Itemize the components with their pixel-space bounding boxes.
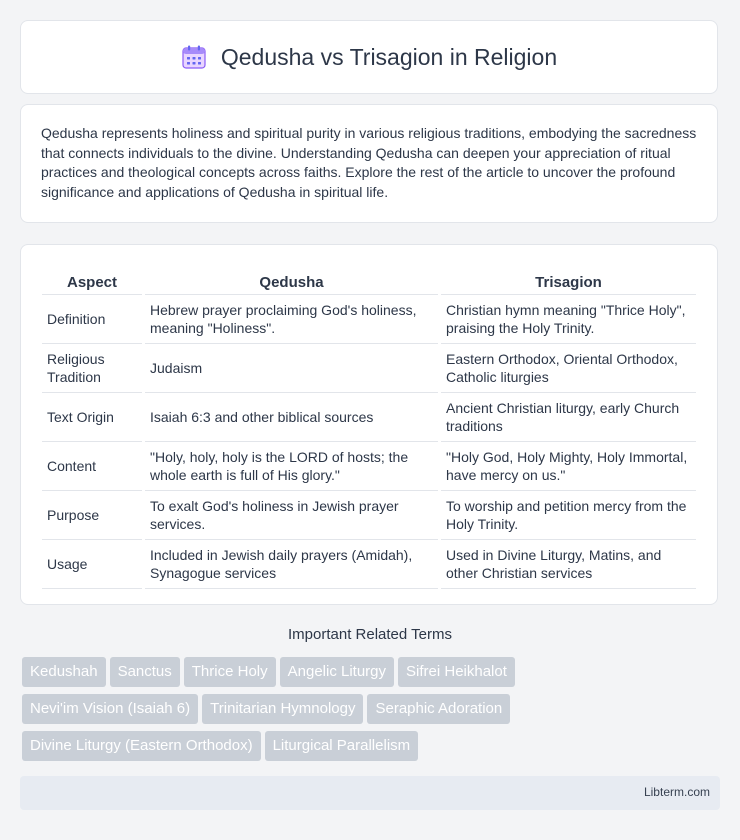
table-cell-aspect: Text Origin [42, 393, 142, 442]
comparison-table [39, 265, 699, 589]
table-row [42, 442, 696, 491]
comparison-table-card [20, 244, 718, 605]
footer [20, 776, 720, 810]
related-term-tag[interactable]: Trinitarian Hymnology [202, 694, 363, 724]
related-term-tag[interactable]: Sifrei Heikhalot [398, 657, 515, 687]
table-cell-aspect: Usage [42, 540, 142, 589]
related-terms-list [22, 657, 722, 768]
related-term-tag[interactable]: Nevi'im Vision (Isaiah 6) [22, 694, 198, 724]
related-term-tag[interactable]: Thrice Holy [184, 657, 276, 687]
related-term-tag[interactable]: Divine Liturgy (Eastern Orthodox) [22, 731, 261, 761]
table-row [42, 393, 696, 442]
intro-card [20, 104, 718, 223]
table-cell-qedusha: To exalt God's holiness in Jewish prayer services. [145, 491, 438, 540]
table-cell-aspect: Content [42, 442, 142, 491]
table-row [42, 344, 696, 393]
calendar-icon [181, 44, 207, 70]
table-cell-qedusha: Included in Jewish daily prayers (Amidah), Synagogue services [145, 540, 438, 589]
table-cell-trisagion: Eastern Orthodox, Oriental Orthodox, Catholic liturgies [441, 344, 696, 393]
page-title: Qedusha vs Trisagion in Religion [220, 43, 558, 70]
table-cell-qedusha: Hebrew prayer proclaiming God's holiness, meaning "Holiness". [145, 295, 438, 344]
header-card [20, 20, 718, 94]
table-row [42, 540, 696, 589]
related-term-tag[interactable]: Seraphic Adoration [367, 694, 510, 724]
column-header-qedusha: Qedusha [145, 265, 438, 295]
related-term-tag[interactable]: Kedushah [22, 657, 106, 687]
table-cell-qedusha: "Holy, holy, holy is the LORD of hosts; the whole earth is full of His glory." [145, 442, 438, 491]
table-header-row [42, 265, 696, 295]
intro-text: Qedusha represents holiness and spiritual purity in various religious traditions, embodying the sacredness that connects individuals to the divine. Understanding Qedusha can deepen your appreciation of ritual practices and theological concepts across faiths. Explore the rest of the article to uncover the profound significance and applications of Qedusha in spiritual life. [41, 125, 697, 200]
table-cell-trisagion: Used in Divine Liturgy, Matins, and other Christian services [441, 540, 696, 589]
related-term-tag[interactable]: Liturgical Parallelism [265, 731, 419, 761]
table-cell-aspect: Definition [42, 295, 142, 344]
related-term-tag[interactable]: Angelic Liturgy [280, 657, 394, 687]
footer-site-link[interactable]: Libterm.com [643, 785, 710, 799]
table-cell-trisagion: Ancient Christian liturgy, early Church traditions [441, 393, 696, 442]
related-terms-title: Important Related Terms [288, 626, 452, 643]
column-header-aspect: Aspect [42, 265, 142, 295]
table-cell-aspect: Purpose [42, 491, 142, 540]
table-cell-aspect: Religious Tradition [42, 344, 142, 393]
table-cell-trisagion: Christian hymn meaning "Thrice Holy", praising the Holy Trinity. [441, 295, 696, 344]
related-term-tag[interactable]: Sanctus [110, 657, 180, 687]
column-header-trisagion: Trisagion [441, 265, 696, 295]
table-cell-trisagion: To worship and petition mercy from the Holy Trinity. [441, 491, 696, 540]
table-row [42, 491, 696, 540]
table-row [42, 295, 696, 344]
table-cell-qedusha: Judaism [145, 344, 438, 393]
table-cell-qedusha: Isaiah 6:3 and other biblical sources [145, 393, 438, 442]
table-cell-trisagion: "Holy God, Holy Mighty, Holy Immortal, have mercy on us." [441, 442, 696, 491]
